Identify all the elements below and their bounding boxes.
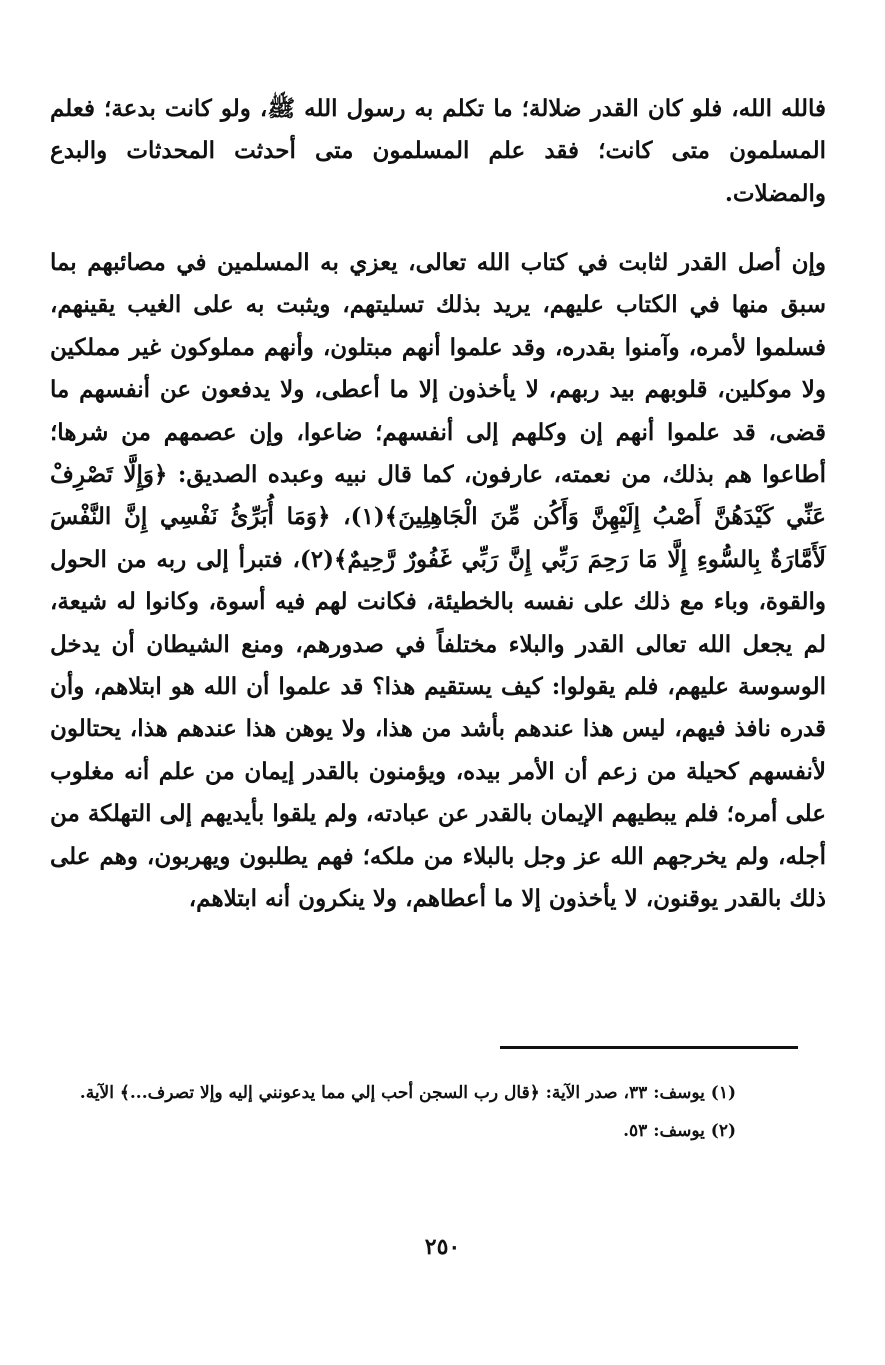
footnote-2: (٢) يوسف: ٥٣. — [623, 1121, 736, 1141]
footnote-1: (١) يوسف: ٣٣، صدر الآية: ﴿قال رب السجن أحب إلي مما يدعونني إليه وإلا تصرف...﴾ الآية. — [79, 1083, 736, 1103]
footnotes — [50, 1074, 736, 1150]
footnote-separator — [500, 1046, 798, 1049]
paragraph-1: فالله الله، فلو كان القدر ضلالة؛ ما تكلم به رسول الله ﷺ، ولو كانت بدعة؛ فعلم المسلمون متى كانت؛ فقد علم المسلمون متى أحدثت المحدثات والبدع والمضلات. — [50, 95, 826, 207]
page-number: ٢٥٠ — [424, 1234, 461, 1260]
paragraph-2: وإن أصل القدر لثابت في كتاب الله تعالى، يعزي به المسلمين في مصائبهم بما سبق منها في الكتاب عليهم، يريد بذلك تسليتهم، ويثبت به على الغيب يقينهم، فسلموا لأمره، وآمنوا بقدره، وقد علموا أنهم مبتلون، وأنهم مملوكون غير مملكين ولا موكلين، قلوبهم بيد ربهم، لا يأخذون إلا ما أعطى، ولا يدفعون عن أنفسهم ما قضى، قد علموا أنهم إن وكلهم إلى أنفسهم؛ ضاعوا، وإن عصمهم من شرها؛ أطاعوا هم بذلك، من نعمته، عارفون، كما قال نبيه وعبده الصديق: ﴿وَإِلَّا تَصْرِفْ عَنِّي كَيْدَهُنَّ أَصْبُ إِلَيْهِنَّ وَأَكُن مِّنَ الْجَاهِلِينَ﴾(١)، ﴿وَمَا أُبَرِّئُ نَفْسِي إِنَّ النَّفْسَ لَأَمَّارَةٌ بِالسُّوءِ إِلَّا مَا رَحِمَ رَبِّي إِنَّ رَبِّي غَفُورٌ رَّحِيمٌ﴾(٢)، فتبرأ إلى ربه من الحول والقوة، وباء مع ذلك على نفسه بالخطيئة، فكانت لهم فيه أسوة، وكانوا له شيعة، لم يجعل الله تعالى القدر والبلاء مختلفاً في صدورهم، ومنع الشيطان أن يدخل الوسوسة عليهم، فلم يقولوا: كيف يستقيم هذا؟ قد علموا أن الله هو ابتلاهم، وأن قدره نافذ فيهم، ليس هذا عندهم بأشد من هذا، ولا يوهن هذا عندهم هذا، يحتالون لأنفسهم كحيلة من زعم أن الأمر بيده، ويؤمنون بالقدر إيمان من علم أنه مغلوب على أمره؛ فلم يبطيهم الإيمان بالقدر عن عبادته، ولم يلقوا بأيديهم إلى التهلكة من أجله، ولم يخرجهم الله عز وجل بالبلاء من ملكه؛ فهم يطلبون ويهربون، وهم على ذلك بالقدر يوقنون، لا يأخذون إلا ما أعطاهم، ولا ينكرون أنه ابتلاهم، — [50, 249, 826, 913]
